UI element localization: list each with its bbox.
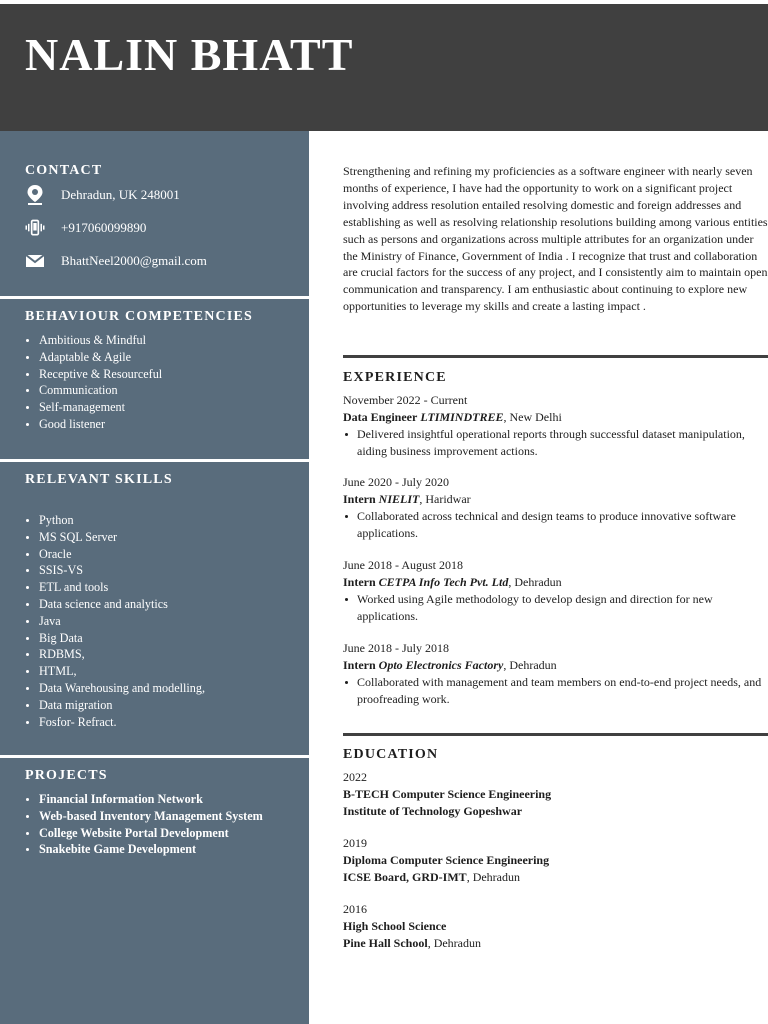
list-item: Receptive & Resourceful — [25, 366, 162, 383]
experience-place: , Haridwar — [419, 492, 471, 506]
contact-phone-text: +917060099890 — [61, 220, 147, 235]
education-entry — [343, 769, 763, 820]
sidebar-divider — [0, 296, 309, 299]
experience-org: NIELIT — [378, 492, 420, 506]
experience-place: , New Delhi — [503, 410, 562, 424]
list-item: Ambitious & Mindful — [25, 332, 162, 349]
experience-dates: June 2018 - July 2018 — [343, 641, 449, 655]
education-entry — [343, 901, 763, 952]
list-item: SSIS-VS — [25, 562, 205, 579]
experience-role: Intern — [343, 492, 376, 506]
experience-bullet: Delivered insightful operational reports through successful dataset manipulation, aiding business improvement actions. — [343, 426, 763, 460]
header-top-line — [0, 0, 768, 4]
contact-heading: CONTACT — [25, 163, 103, 178]
list-item: HTML, — [25, 663, 205, 680]
education-year: 2019 — [343, 836, 367, 850]
experience-role: Intern — [343, 658, 376, 672]
profile-summary: Strengthening and refining my proficiencies as a software engineer with nearly seven months of experience, I have had the opportunity to work on a significant project involving address resolution entailed resolving domestic and foreign addresses and establishing as well as resolving relationship resolutions building among various entities such as persons and organizations across multiple attributes for an organization under the Ministry of Finance, Government of India . I recognize that trust and collaboration are crucial factors for the success of any project, and I consistently aim to maintain open communication and transparency. I am enthusiastic about continuing to explore new opportunities to leverage my skills and create a lasting impact . — [343, 164, 768, 314]
section-divider — [343, 355, 768, 358]
experience-bullet: Collaborated across technical and design teams to produce innovative software applications. — [343, 508, 763, 542]
education-entry — [343, 835, 763, 886]
header-banner — [0, 0, 768, 131]
skills-heading: RELEVANT SKILLS — [25, 472, 173, 487]
section-divider — [343, 733, 768, 736]
education-year: 2016 — [343, 902, 367, 916]
experience-entry — [343, 640, 763, 708]
list-item: Fosfor- Refract. — [25, 714, 205, 731]
list-item: Data migration — [25, 697, 205, 714]
contact-email — [25, 251, 207, 271]
list-item: Data Warehousing and modelling, — [25, 680, 205, 697]
list-item: Good listener — [25, 416, 162, 433]
education-place: , Dehradun — [427, 936, 482, 950]
list-item: Oracle — [25, 546, 205, 563]
contact-location — [25, 185, 180, 205]
list-item: Financial Information Network — [25, 791, 279, 808]
list-item: Snakebite Game Development — [25, 841, 279, 858]
sidebar — [0, 131, 309, 1024]
education-degree: High School Science — [343, 919, 447, 933]
experience-heading: EXPERIENCE — [343, 370, 447, 385]
candidate-name: NALIN BHATT — [25, 29, 354, 80]
list-item: Data science and analytics — [25, 596, 205, 613]
education-school: Pine Hall School — [343, 936, 428, 950]
experience-entry — [343, 474, 763, 542]
projects-list — [25, 791, 279, 858]
list-item: College Website Portal Development — [25, 825, 279, 842]
education-year: 2022 — [343, 770, 367, 784]
sidebar-divider — [0, 755, 309, 758]
experience-org: CETPA Info Tech Pvt. Ltd — [378, 575, 509, 589]
list-item: MS SQL Server — [25, 529, 205, 546]
education-school: Institute of Technology Gopeshwar — [343, 804, 523, 818]
experience-role: Data Engineer — [343, 410, 418, 424]
experience-place: , Dehradun — [503, 658, 557, 672]
contact-location-text: Dehradun, UK 248001 — [61, 187, 180, 202]
behaviour-heading: BEHAVIOUR COMPETENCIES — [25, 309, 254, 324]
experience-dates: June 2020 - July 2020 — [343, 475, 449, 489]
list-item: Communication — [25, 382, 162, 399]
phone-vibrate-icon — [25, 218, 45, 238]
experience-bullet: Collaborated with management and team members on end-to-end project needs, and proofreading work. — [343, 674, 763, 708]
experience-role: Intern — [343, 575, 376, 589]
experience-bullet: Worked using Agile methodology to develop design and direction for new applications. — [343, 591, 763, 625]
list-item: Adaptable & Agile — [25, 349, 162, 366]
experience-entry — [343, 392, 763, 460]
list-item: Java — [25, 613, 205, 630]
experience-org: LTIMINDTREE — [420, 410, 504, 424]
projects-heading: PROJECTS — [25, 768, 108, 783]
education-school: ICSE Board, GRD-IMT — [343, 870, 467, 884]
list-item: ETL and tools — [25, 579, 205, 596]
list-item: Big Data — [25, 630, 205, 647]
education-degree: B-TECH Computer Science Engineering — [343, 787, 552, 801]
experience-place: , Dehradun — [508, 575, 562, 589]
list-item: Python — [25, 512, 205, 529]
behaviour-list — [25, 332, 162, 433]
experience-entry — [343, 557, 763, 625]
contact-email-text: BhattNeel2000@gmail.com — [61, 253, 207, 268]
list-item: Self-management — [25, 399, 162, 416]
location-pin-icon — [25, 185, 45, 205]
contact-phone — [25, 218, 147, 238]
education-place: , Dehradun — [466, 870, 521, 884]
envelope-icon — [25, 251, 45, 271]
list-item: Web-based Inventory Management System — [25, 808, 279, 825]
experience-dates: November 2022 - Current — [343, 393, 468, 407]
education-degree: Diploma Computer Science Engineering — [343, 853, 550, 867]
experience-dates: June 2018 - August 2018 — [343, 558, 463, 572]
skills-list — [25, 512, 205, 730]
sidebar-divider — [0, 459, 309, 462]
experience-org: Opto Electronics Factory — [378, 658, 504, 672]
education-heading: EDUCATION — [343, 747, 439, 762]
list-item: RDBMS, — [25, 646, 205, 663]
